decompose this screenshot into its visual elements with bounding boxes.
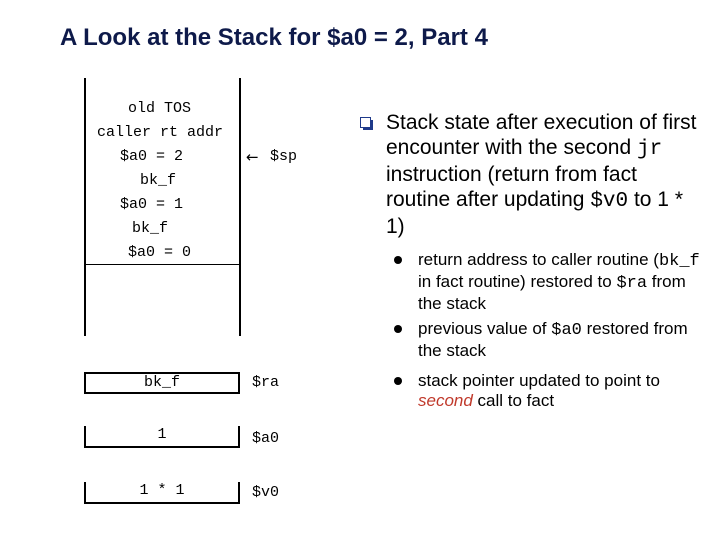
sub-bullet-part: restored from the stack [418, 319, 688, 360]
sub-bullet-code-a0: $a0 [551, 321, 582, 340]
main-bullet-part: instruction (return from fact routine after updating [386, 163, 637, 211]
stack-slot-a0-0: $a0 = 0 [128, 244, 192, 261]
register-ra-value: bk_f [143, 374, 180, 391]
stack-slot-a0-1: $a0 = 1 [120, 196, 184, 213]
sub-bullet-part: previous value of [418, 319, 552, 338]
main-bullet-code-jr: jr [637, 138, 663, 161]
round-bullet-icon [394, 256, 402, 264]
stack-slot-old-tos: old TOS [128, 100, 192, 117]
main-bullet-code-v0: $v0 [590, 190, 629, 213]
register-a0-box [84, 426, 240, 448]
main-bullet-part: Stack state after execution of first encounter with the second [386, 111, 697, 159]
sub-bullet-emphasis: second [418, 391, 473, 410]
sub-bullet-code-ra: $ra [616, 274, 648, 293]
sub-bullet-2 [418, 319, 708, 361]
square-bullet-icon [360, 117, 371, 128]
register-ra-box [84, 372, 240, 394]
sp-arrow-icon: ← [246, 148, 259, 166]
register-v0-value: 1 * 1 [139, 482, 185, 499]
main-bullet-part: to 1 * 1) [386, 188, 683, 238]
register-v0-box [84, 482, 240, 504]
register-a0-label: $a0 [252, 430, 280, 447]
register-ra-label: $ra [252, 374, 280, 391]
stack-slot-a0-2: $a0 = 2 [120, 148, 184, 165]
sub-bullet-1 [418, 250, 708, 314]
register-a0-value: 1 [157, 426, 167, 443]
sub-bullet-part: stack pointer updated to point to [418, 371, 660, 390]
sub-bullet-part: return address to caller routine ( [418, 250, 659, 269]
round-bullet-icon [394, 377, 402, 385]
stack-bottom-divider [84, 264, 241, 265]
main-bullet-text [386, 110, 706, 239]
stack-slot-caller-rt-addr: caller rt addr [97, 124, 224, 141]
sub-bullet-code-bk-f: bk_f [658, 252, 700, 271]
sub-bullet-3 [418, 371, 708, 411]
stack-slot-bk-f-1: bk_f [140, 172, 177, 189]
sp-label: $sp [270, 148, 298, 165]
sub-bullet-part: from the stack [418, 272, 686, 313]
page-title: A Look at the Stack for $a0 = 2, Part 4 [60, 24, 488, 51]
stack-left-edge [84, 78, 86, 336]
sub-bullet-part: call to fact [472, 391, 555, 410]
register-v0-label: $v0 [252, 484, 280, 501]
round-bullet-icon [394, 325, 402, 333]
stack-right-edge [239, 78, 241, 336]
stack-slot-bk-f-2: bk_f [132, 220, 169, 237]
sub-bullet-part: in fact routine) restored to [418, 272, 617, 291]
